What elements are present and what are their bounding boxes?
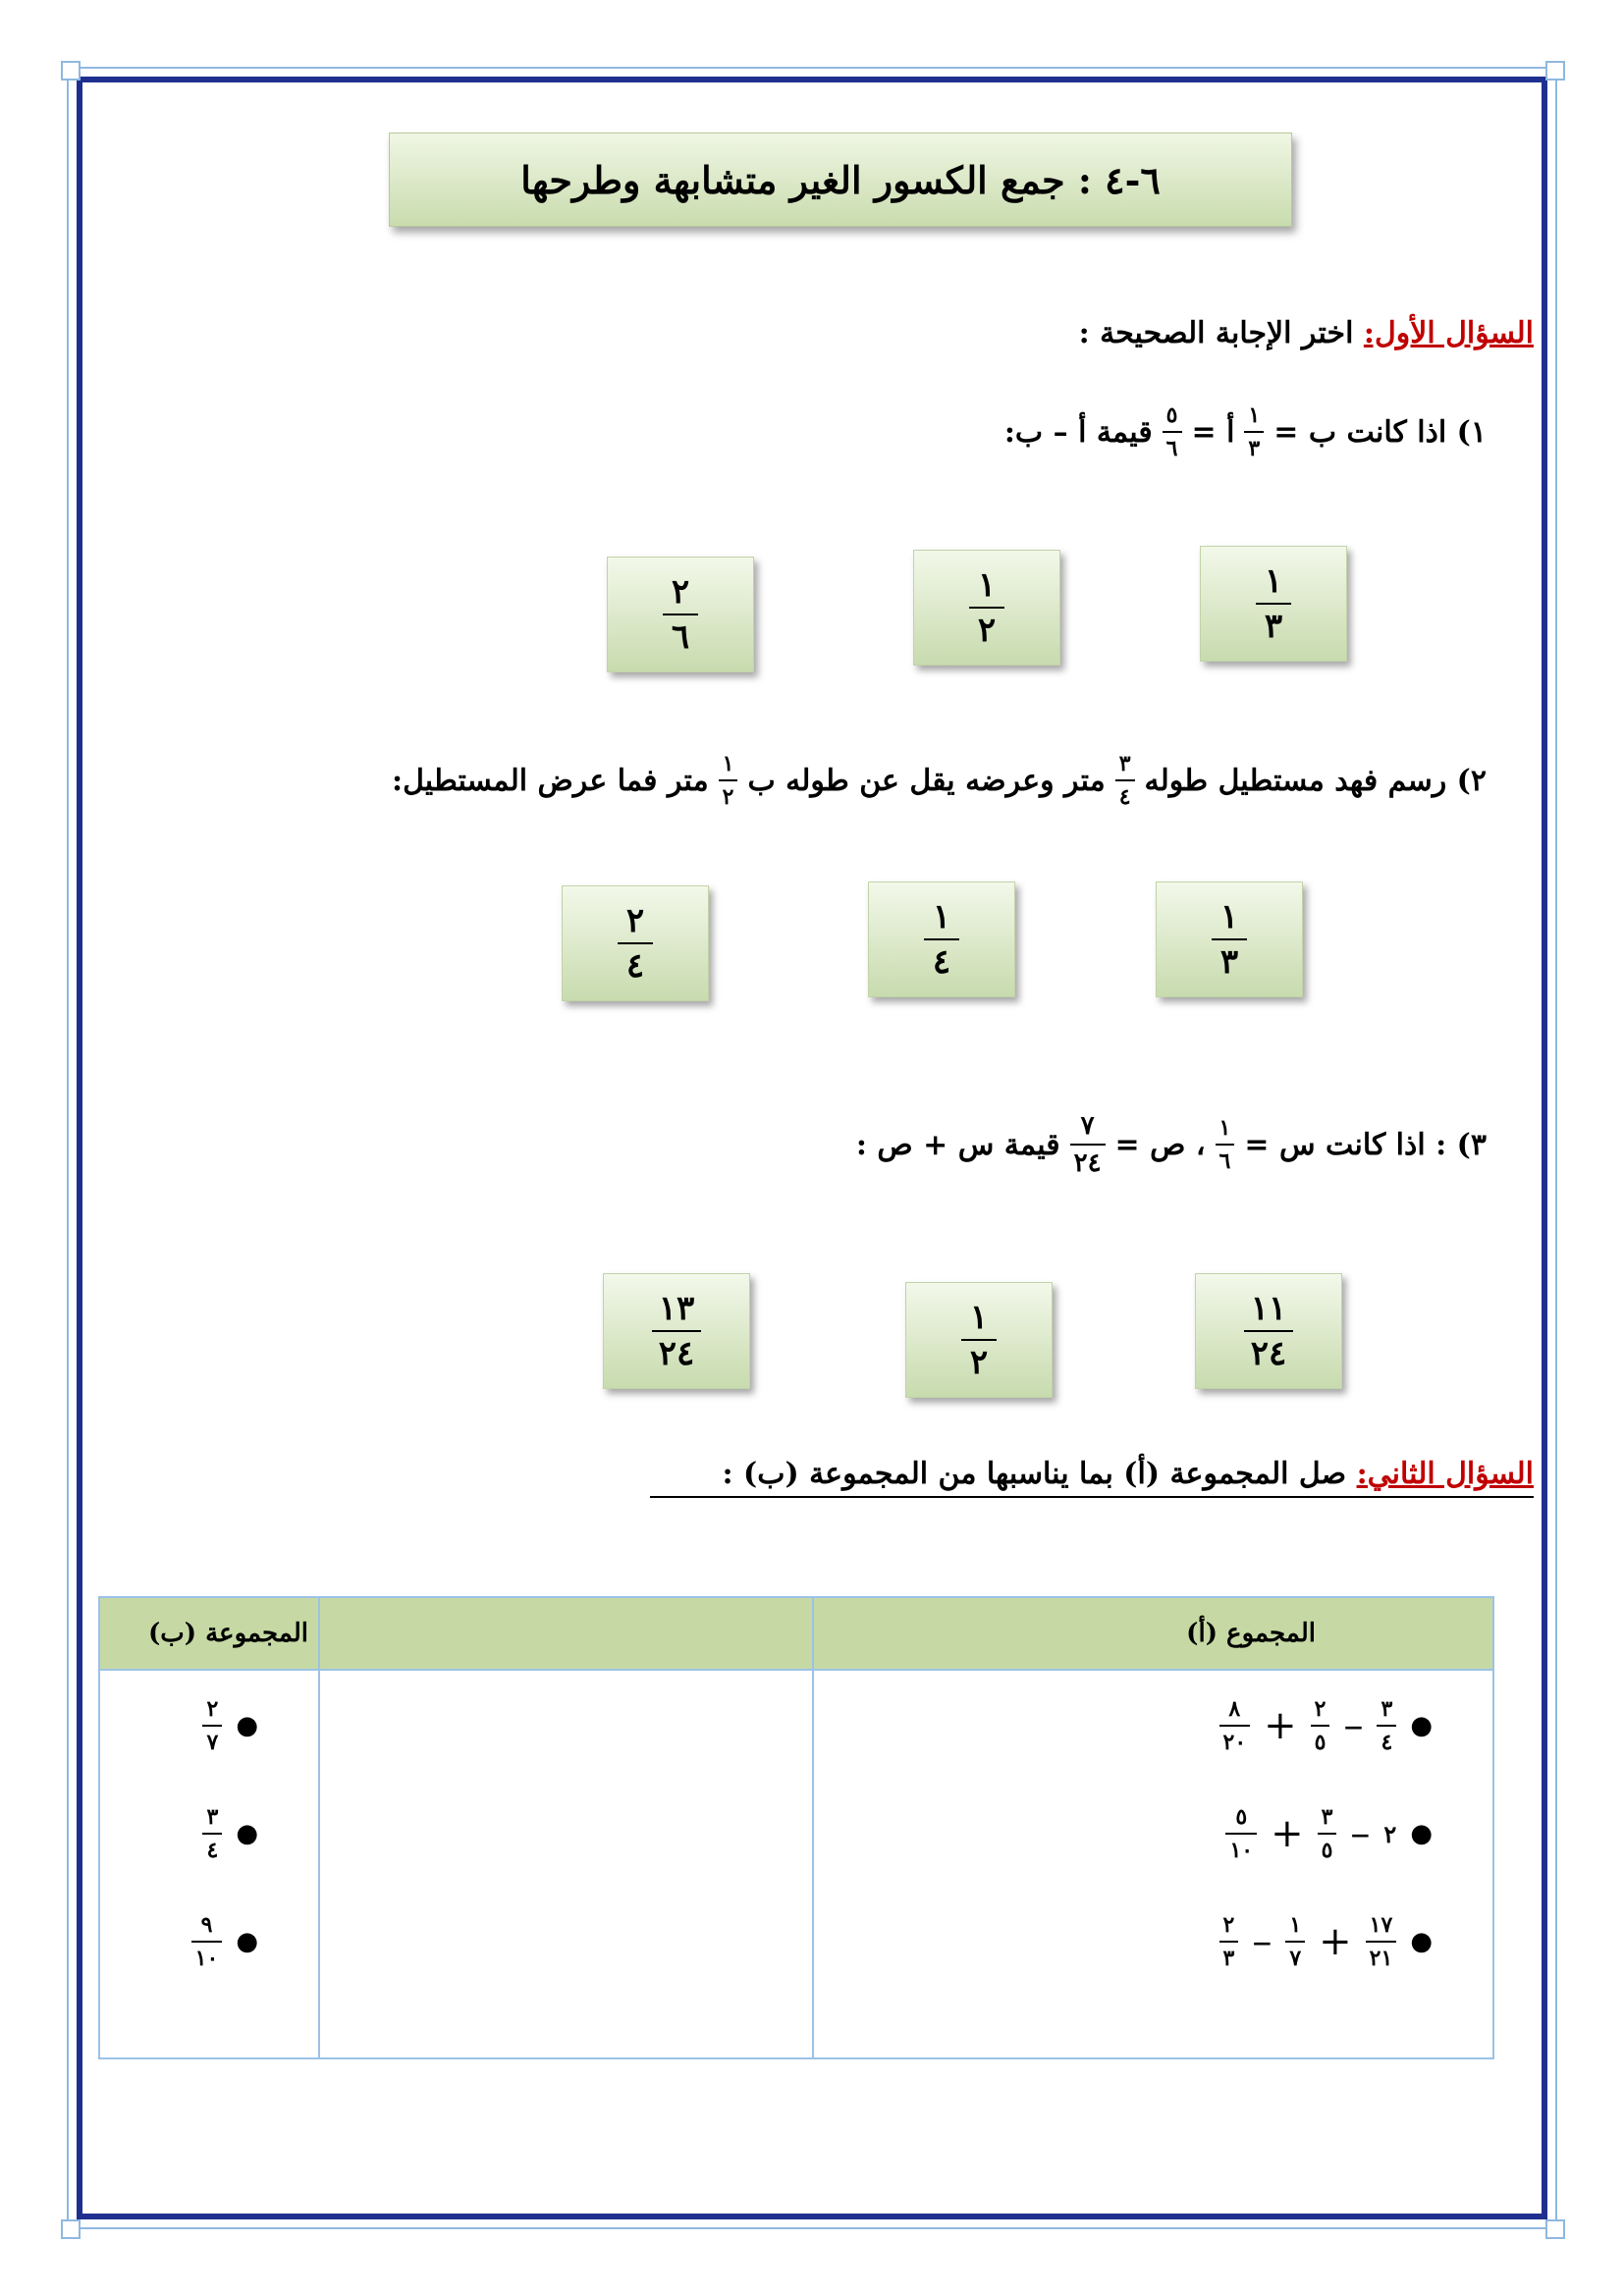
answer-option[interactable]: $\frac{١١}{٢٤}$ [1195,1273,1342,1389]
q2-header [722,1457,1534,1491]
group-b-cell [99,1670,319,2058]
header-middle [319,1597,813,1670]
answer-row[interactable]: ● $\frac{٢}{٧}$ [101,1672,317,1780]
item-2-mid: متر وعرضه يقل عن طوله ب [747,763,1106,798]
fraction-length: $\frac{٣}{٤}$ [1115,751,1135,810]
q1-item-3 [856,1111,1487,1178]
answer-row[interactable]: ● $\frac{٩}{١٠}$ [101,1888,317,1996]
item-3-mid: ، ص = [1114,1127,1206,1162]
header-group-b: المجموعة (ب) [99,1597,319,1670]
item-3-prefix: ٣) : اذا كانت س = [1244,1127,1487,1162]
expr-row[interactable]: ● ٢ – $\frac{٣}{٥}$ + $\frac{٥}{١٠}$ [815,1780,1491,1888]
answer-option[interactable]: $\frac{١٣}{٢٤}$ [603,1273,750,1389]
middle-cell [319,1670,813,2058]
corner-ornament [1545,2219,1565,2239]
group-a-cell [813,1670,1493,2058]
fraction-b: $\frac{١}{٣}$ [1244,402,1264,461]
corner-ornament [61,2219,81,2239]
corner-ornament [61,61,81,80]
answer-option[interactable]: $\frac{٢}{٤}$ [562,885,709,1001]
q2-instruction: صل المجموعة (أ) بما يناسبها من المجموعة (ب) : [722,1457,1347,1491]
answer-option[interactable]: $\frac{١}{٢}$ [905,1282,1053,1398]
item-1-prefix: ١) اذا كانت ب = [1273,414,1487,450]
header-group-a: المجموع (أ) [813,1597,1493,1670]
fraction-s: $\frac{١}{٦}$ [1216,1115,1235,1174]
q1-item-2 [392,751,1487,810]
q1-instruction: اختر الإجابة الصحيحة : [1078,316,1354,350]
answer-option[interactable]: $\frac{١}{٢}$ [913,550,1060,666]
answer-row[interactable]: ● $\frac{٣}{٤}$ [101,1780,317,1888]
answer-option[interactable]: $\frac{٢}{٦}$ [607,557,754,672]
answer-option[interactable]: $\frac{١}{٣}$ [1200,546,1347,662]
fraction-diff: $\frac{١}{٢}$ [719,751,738,810]
item-3-suffix: قيمة س + ص : [855,1127,1060,1162]
page-title: ٦-٤ : جمع الكسور الغير متشابهة وطرحها [389,133,1292,227]
q2-underline [650,1496,1534,1498]
q2-label: السؤال الثاني: [1356,1457,1534,1491]
q1-header [1079,316,1534,350]
answer-option[interactable]: $\frac{١}{٤}$ [868,881,1015,997]
fraction-a: $\frac{٥}{٦}$ [1163,402,1182,461]
item-2-suffix: متر فما عرض المستطيل: [392,763,709,798]
item-1-suffix: قيمة أ – ب: [1003,414,1153,450]
item-1-mid: أ = [1191,414,1235,450]
expr-row[interactable]: ● $\frac{١٧}{٢١}$ + $\frac{١}{٧}$ – $\frac{٢}{٣}$ [815,1888,1491,1996]
expr-row[interactable]: ● $\frac{٣}{٤}$ – $\frac{٢}{٥}$ + $\frac{٨}{٢٠}$ [815,1672,1491,1780]
matching-table [98,1596,1494,2059]
fraction-p: $\frac{٧}{٢٤}$ [1070,1111,1106,1178]
corner-ornament [1545,61,1565,80]
q1-label: السؤال الأول: [1363,316,1534,350]
item-2-prefix: ٢) رسم فهد مستطيل طوله [1144,763,1487,798]
answer-option[interactable]: $\frac{١}{٣}$ [1156,881,1303,997]
q1-item-1 [1004,402,1487,461]
